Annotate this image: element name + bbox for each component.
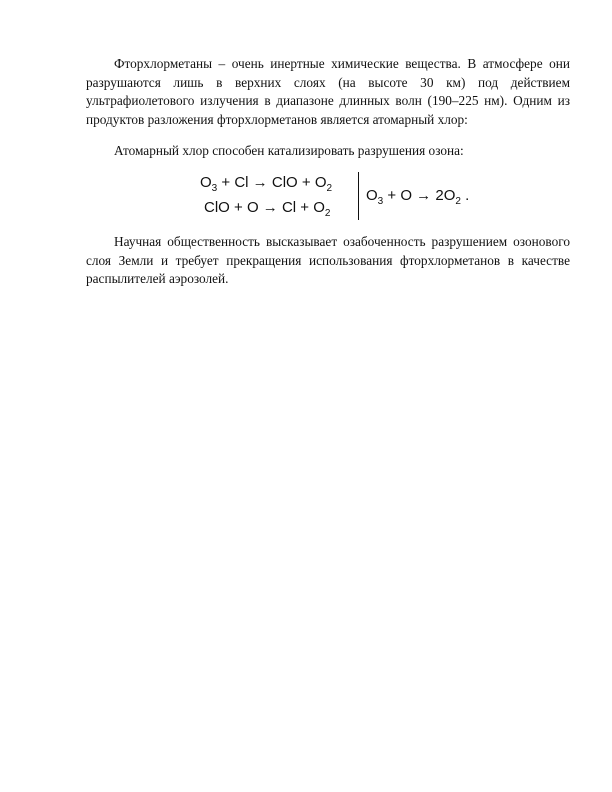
paragraph-text: Атомарный хлор способен катализировать разрушения озона: bbox=[114, 143, 464, 158]
eq-operator: + bbox=[296, 199, 314, 216]
eq-operator: + bbox=[383, 187, 401, 204]
eq-arrow: → bbox=[412, 187, 436, 204]
eq-term: O bbox=[200, 174, 212, 191]
paragraph-scientific-concern bbox=[86, 233, 570, 289]
paragraph-text: Фторхлорметаны – очень инертные химические вещества. В атмосфере они разрушаются лишь в верхних слоях (на высоте 30 км) под действием ультрафиолетового излучения в диапазоне длинных волн (190–225 нм). Одним из продуктов разложения фторхлорметанов является атомарный хлор: bbox=[86, 56, 570, 127]
eq-operator: + bbox=[229, 199, 247, 216]
eq-subscript: 3 bbox=[211, 183, 218, 194]
eq-term: Cl bbox=[234, 174, 249, 191]
eq-term: O bbox=[313, 199, 325, 216]
eq-term: ClO bbox=[204, 199, 230, 216]
eq-operator: . bbox=[460, 187, 470, 204]
paragraph-cfc-inertness bbox=[86, 55, 570, 129]
eq-arrow: → bbox=[248, 174, 272, 191]
paragraph-text: Научная общественность высказывает озабоченность разрушением озонового слоя Земли и требует прекращения использования фторхлорметанов в качестве распылителей аэрозолей. bbox=[86, 234, 570, 287]
eq-term: ClO bbox=[271, 174, 298, 191]
eq-term: 2O bbox=[435, 187, 456, 204]
equation-net-reaction bbox=[366, 187, 469, 207]
equation-clo-oxygen bbox=[204, 199, 330, 219]
eq-operator: + bbox=[217, 174, 235, 191]
paragraph-chlorine-catalysis bbox=[86, 142, 570, 161]
eq-term: O bbox=[314, 174, 327, 191]
eq-term: O bbox=[246, 199, 259, 216]
eq-term: Cl bbox=[281, 199, 297, 216]
eq-arrow: → bbox=[258, 199, 282, 216]
eq-subscript: 2 bbox=[455, 196, 461, 207]
eq-term: O bbox=[400, 187, 413, 204]
equation-ozone-chlorine bbox=[200, 174, 332, 194]
eq-subscript: 2 bbox=[326, 183, 333, 194]
eq-term: O bbox=[366, 187, 378, 204]
equation-divider bbox=[358, 172, 359, 220]
eq-operator: + bbox=[297, 174, 315, 191]
eq-subscript: 2 bbox=[324, 208, 331, 219]
eq-subscript: 3 bbox=[377, 196, 384, 207]
